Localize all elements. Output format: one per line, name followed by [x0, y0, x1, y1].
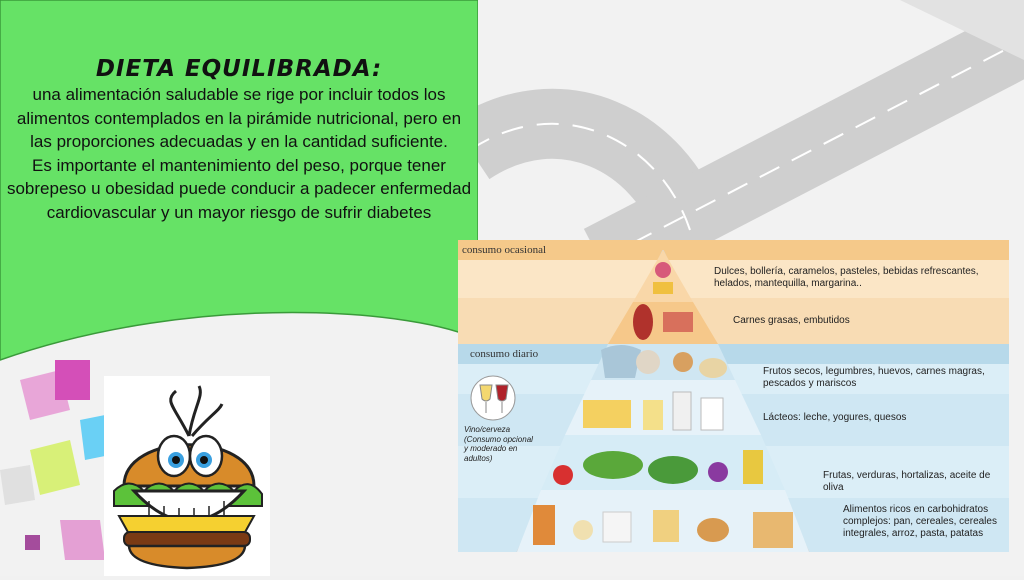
panel-paragraph-1: una alimentación saludable se rige por incluir todos los alimentos contemplados en la pirámide nutricional, pero en las proporciones adecuadas y en la cantidad suficiente. — [16, 85, 462, 151]
header-occasional: consumo ocasional — [462, 244, 547, 256]
puzzle-piece-purple — [25, 535, 40, 550]
level-label-carbohydrates: Alimentos ricos en carbohidratos complejos: pan, cereales, cereales integrales, arroz, pasta, patatas — [843, 504, 997, 539]
wine-glasses-icon — [468, 375, 518, 421]
panel-text-block — [6, 55, 472, 224]
level-label-sweets: Dulces, bollería, caramelos, pasteles, bebidas refrescantes, helados, mantequilla, margarina.. — [714, 266, 979, 289]
level-label-fatty-meats: Carnes grasas, embutidos — [733, 315, 850, 326]
puzzle-piece-pink-2 — [60, 520, 105, 560]
header-daily: consumo diario — [470, 348, 539, 360]
burger-mascot-icon — [104, 376, 270, 576]
level-label-fruits-vegetables: Frutas, verduras, hortalizas, aceite de oliva — [823, 470, 991, 493]
burger-mascot-image — [104, 376, 270, 576]
wine-note: Vino/cerveza (Consumo opcional y moderado en adultos) — [464, 425, 533, 463]
panel-title: DIETA EQUILIBRADA: — [95, 56, 383, 82]
panel-paragraph-2: Es importante el mantenimiento del peso, porque tener sobrepeso u obesidad puede conducir a padecer enfermedad cardiovascular y un mayor riesgo de sufrir diabetes — [6, 155, 472, 222]
level-label-dairy: Lácteos: leche, yogures, quesos — [763, 412, 907, 423]
food-pyramid-image — [458, 240, 1009, 552]
pyramid-icon — [513, 250, 813, 552]
level-label-proteins: Frutos secos, legumbres, huevos, carnes magras, pescados y mariscos — [763, 366, 985, 389]
